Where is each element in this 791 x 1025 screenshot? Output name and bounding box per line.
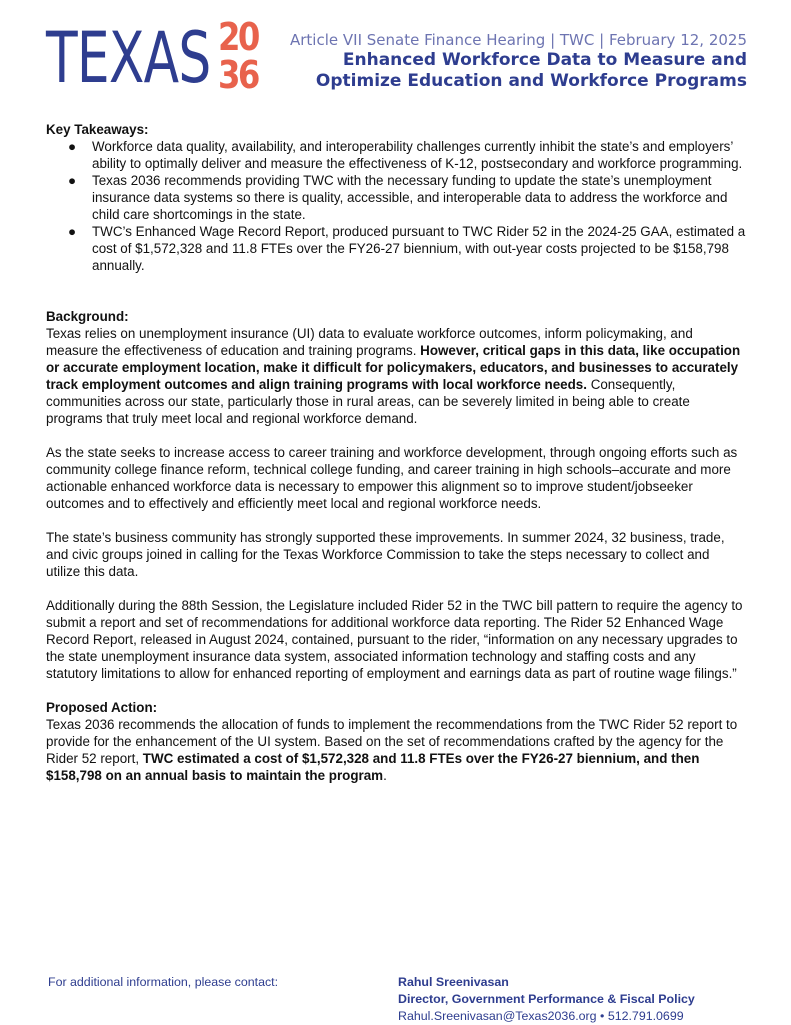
contact-name: Rahul Sreenivasan (398, 975, 509, 989)
contact-prompt: For additional information, please contact: (48, 975, 279, 989)
logo-year-top: 20 (218, 15, 258, 59)
contact-title: Director, Government Performance & Fiscal Policy (398, 992, 695, 1006)
background-paragraph-2: As the state seeks to increase access to career training and workforce development, through ongoing efforts such as community college finance reform, technical college funding, and career training in high schools–accurate and more actionable enhanced workforce data is necessary to empower this alignment so to improve student/jobseeker outcomes and to effectively and efficiently meet local and regional workforce needs. (46, 445, 738, 511)
contact-phone: 512.791.0699 (607, 1009, 684, 1023)
contact-email-link[interactable]: Rahul.Sreenivasan@Texas2036.org (398, 1009, 597, 1023)
logo-year (218, 15, 265, 97)
bullet-icon: ● (68, 173, 77, 188)
key-takeaways-heading: Key Takeaways: (46, 122, 149, 137)
document-title-line-2: Optimize Education and Workforce Programs (315, 71, 747, 91)
proposed-action-heading: Proposed Action: (46, 700, 158, 715)
proposed-action-paragraph (46, 716, 746, 784)
contact-line (398, 1008, 695, 1025)
bullet-icon: ● (68, 139, 77, 154)
paragraph-bold-text: TWC estimated a cost of $1,572,328 and 11.8 FTEs over the FY26-27 biennium, and then $158,798 on an annual basis to maintain the program (46, 751, 700, 783)
document-header (290, 30, 747, 92)
list-item (46, 138, 746, 172)
contact-details (398, 974, 695, 1025)
paragraph-text: . (383, 768, 387, 783)
logo-wordmark: TEXAS (46, 17, 211, 99)
list-item (46, 223, 746, 274)
background-heading: Background: (46, 309, 129, 324)
list-item-text: Texas 2036 recommends providing TWC with the necessary funding to update the state’s unemployment insurance data systems so there is quality, accessible, and interoperable data to address the workforce and child care shortcomings in the state. (92, 173, 728, 222)
list-item-text: TWC’s Enhanced Wage Record Report, produced pursuant to TWC Rider 52 in the 2024-25 GAA, estimated a cost of $1,572,328 and 11.8 FTEs over the FY26-27 biennium, with out-year costs projected to be $158,798 annually. (92, 224, 746, 273)
key-takeaways-list (46, 138, 746, 274)
separator-bullet: • (600, 1009, 605, 1023)
hearing-line: Article VII Senate Finance Hearing | TWC | February 12, 2025 (290, 31, 747, 49)
paragraph-text: Texas relies on unemployment insurance (UI) data to evaluate workforce outcomes, inform policymaking, and measure the effectiveness of education and training programs. (46, 326, 693, 358)
list-item-text: Workforce data quality, availability, and interoperability challenges currently inhibit the state’s and employers’ ability to optimally deliver and measure the effectiveness of K-12, postsecondary and workforce programming. (92, 139, 743, 171)
paragraph-text: Texas 2036 recommends the allocation of funds to implement the recommendations from the TWC Rider 52 report to provide for the enhancement of the UI system. Based on the set of recommendations crafted by the agency for the Rider 52 report, (46, 717, 738, 766)
background-paragraph-1 (46, 325, 746, 427)
paragraph-text: Consequently, communities across our state, particularly those in rural areas, can be severely limited in being able to create programs that truly meet local and regional workforce demand. (46, 377, 690, 426)
background-paragraph-4: Additionally during the 88th Session, the Legislature included Rider 52 in the TWC bill pattern to require the agency to submit a report and set of recommendations for additional workforce data reporting. The Rider 52 Enhanced Wage Record Report, released in August 2024, contained, pursuant to the rider, “information on any necessary upgrades to the state unemployment insurance data system, associated information technology and staffing costs and any statutory limitations to allow for enhanced reporting of employment and earnings data as part of routine wage filings.” (46, 598, 743, 681)
bullet-icon: ● (68, 224, 77, 239)
list-item (46, 172, 746, 223)
paragraph-bold-text: However, critical gaps in this data, like occupation or accurate employment location, make it difficult for policymakers, educators, and businesses to accurately track employment outcomes and align training programs with local workforce needs. (46, 343, 741, 392)
texas-2036-logo (46, 15, 265, 99)
logo-year-bottom: 36 (218, 53, 258, 97)
background-paragraph-3: The state’s business community has strongly supported these improvements. In summer 2024, 32 business, trade, and civic groups joined in calling for the Texas Workforce Commission to take the steps necessary to collect and utilize this data. (46, 530, 725, 579)
document-title-line-1: Enhanced Workforce Data to Measure and (342, 50, 747, 70)
document-body (46, 121, 746, 784)
